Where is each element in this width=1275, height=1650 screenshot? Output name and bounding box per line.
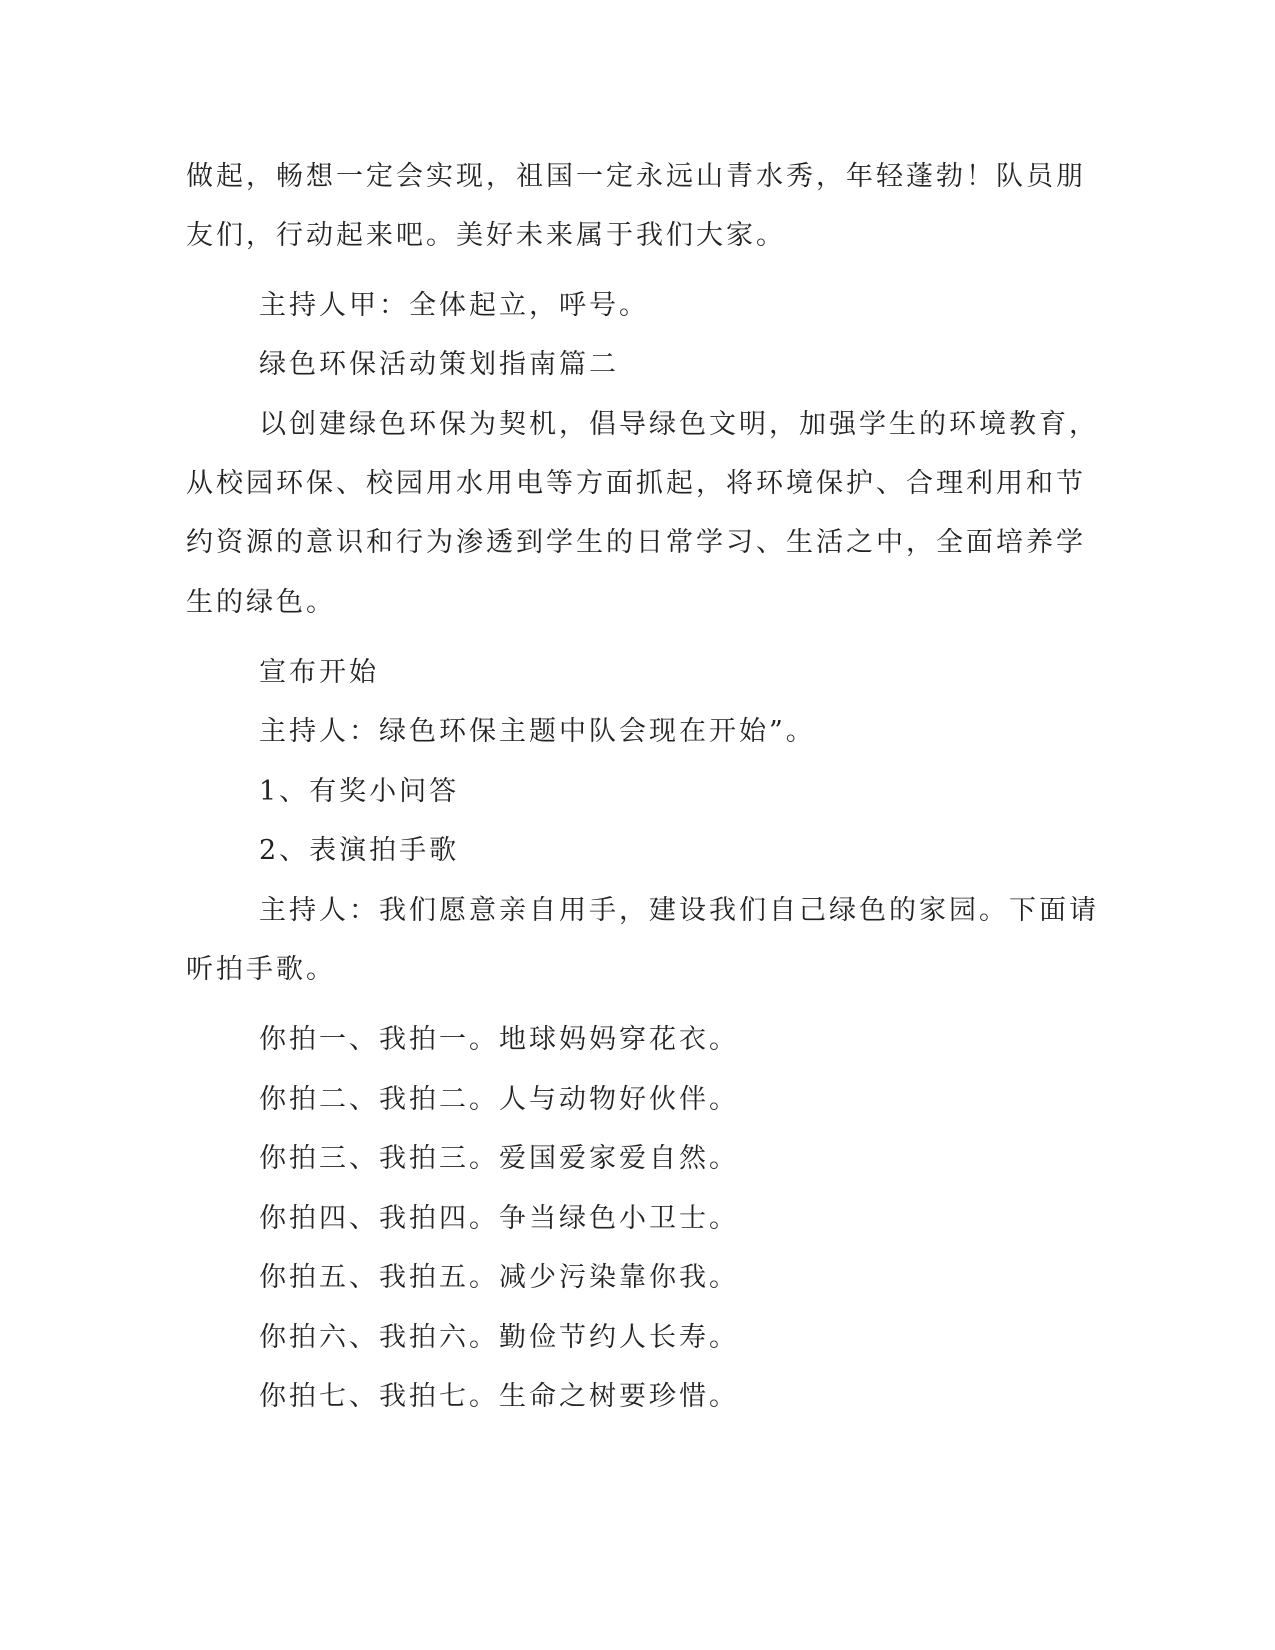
text-line: 主持人：我们愿意亲自用手，建设我们自己绿色的家园。下面请	[259, 895, 1099, 926]
text-line: 宣布开始	[259, 657, 379, 688]
text-line: 主持人甲：全体起立，呼号。	[259, 290, 649, 321]
list-item: 1、有奖小问答	[259, 776, 460, 807]
verse-line: 你拍七、我拍七。生命之树要珍惜。	[259, 1381, 739, 1412]
text-line: 听拍手歌。	[186, 954, 336, 985]
text-line: 主持人：绿色环保主题中队会现在开始”。	[259, 716, 816, 747]
verse-line: 你拍五、我拍五。减少污染靠你我。	[259, 1262, 739, 1293]
list-item: 2、表演拍手歌	[259, 835, 460, 866]
verse-line: 你拍四、我拍四。争当绿色小卫士。	[259, 1203, 739, 1234]
text-line: 以创建绿色环保为契机，倡导绿色文明，加强学生的环境教育，	[259, 409, 1099, 440]
text-line: 约资源的意识和行为渗透到学生的日常学习、生活之中，全面培养学	[186, 527, 1086, 558]
text-line: 友们，行动起来吧。美好未来属于我们大家。	[186, 220, 786, 251]
text-line: 从校园环保、校园用水用电等方面抓起，将环境保护、合理利用和节	[186, 468, 1086, 499]
verse-line: 你拍一、我拍一。地球妈妈穿花衣。	[259, 1024, 739, 1055]
verse-line: 你拍三、我拍三。爱国爱家爱自然。	[259, 1143, 739, 1174]
section-heading: 绿色环保活动策划指南篇二	[259, 349, 619, 380]
verse-line: 你拍二、我拍二。人与动物好伙伴。	[259, 1084, 739, 1115]
text-line: 生的绿色。	[186, 587, 336, 618]
text-line: 做起，畅想一定会实现，祖国一定永远山青水秀，年轻蓬勃！队员朋	[186, 161, 1086, 192]
verse-line: 你拍六、我拍六。勤俭节约人长寿。	[259, 1322, 739, 1353]
